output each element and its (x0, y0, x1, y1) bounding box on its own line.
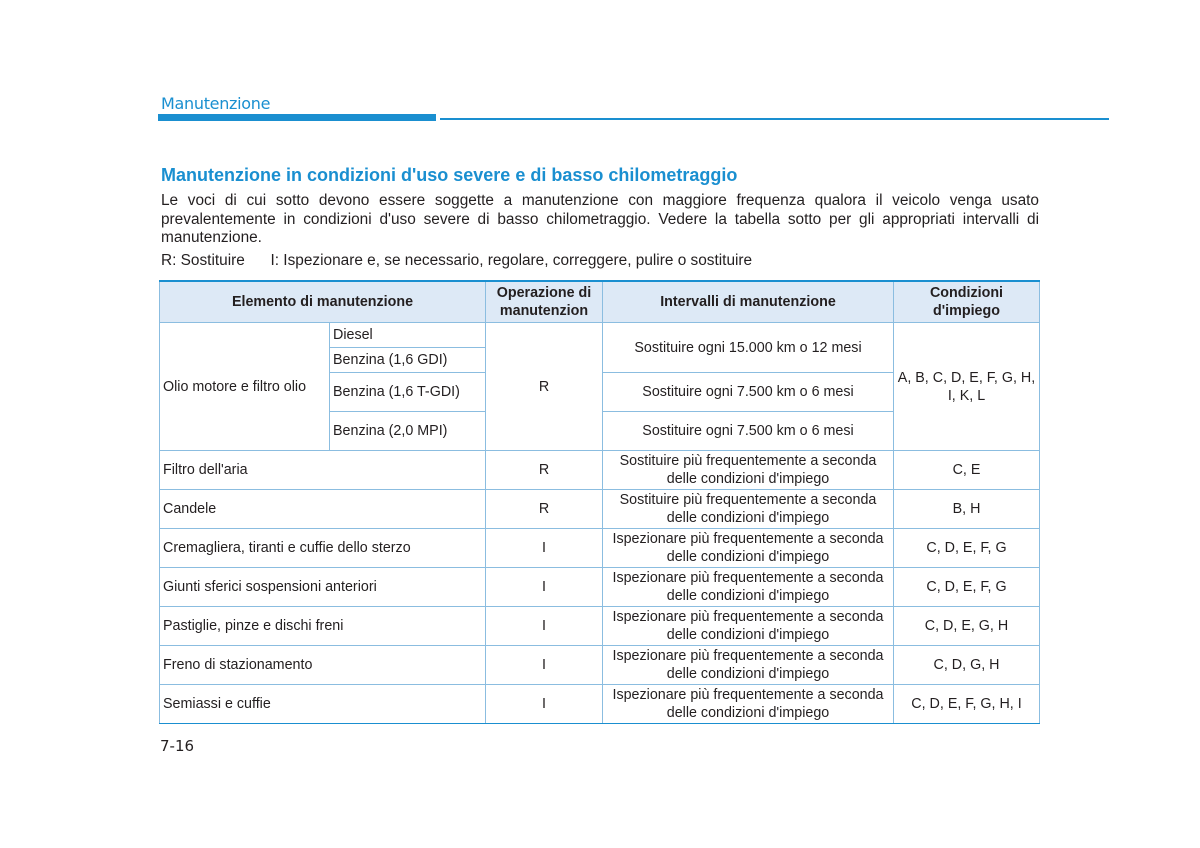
oil-conditions-cell: A, B, C, D, E, F, G, H, I, K, L (894, 323, 1040, 451)
item-cell: Giunti sferici sospensioni anteriori (160, 568, 486, 607)
item-cell: Candele (160, 490, 486, 529)
interval-cell: Sostituire più frequentemente a seconda delle condizioni d'impiego (603, 451, 894, 490)
interval-cell: Ispezionare più frequentemente a seconda delle condizioni d'impiego (603, 607, 894, 646)
section-title: Manutenzione in condizioni d'uso severe e di basso chilometraggio (161, 165, 738, 185)
oil-variant-cell: Diesel (330, 323, 486, 348)
table-row (160, 646, 1040, 685)
conditions-cell: C, D, E, F, G (894, 529, 1040, 568)
oil-variant-cell: Benzina (2,0 MPI) (330, 412, 486, 451)
table-row (160, 451, 1040, 490)
header-conditions: Condizioni d'impiego (894, 281, 1040, 323)
operation-cell: I (486, 646, 603, 685)
operation-cell: R (486, 451, 603, 490)
operation-legend: R: Sostituire I: Ispezionare e, se necessario, regolare, correggere, pulire o sostituire (161, 252, 753, 269)
chapter-title: Manutenzione (161, 94, 271, 113)
oil-interval-cell: Sostituire ogni 15.000 km o 12 mesi (603, 323, 894, 373)
item-cell: Freno di stazionamento (160, 646, 486, 685)
oil-interval-cell: Sostituire ogni 7.500 km o 6 mesi (603, 373, 894, 412)
conditions-cell: C, E (894, 451, 1040, 490)
header-operation: Operazione di manutenzion (486, 281, 603, 323)
table-header-row (160, 281, 1040, 323)
interval-cell: Sostituire più frequentemente a seconda delle condizioni d'impiego (603, 490, 894, 529)
chapter-accent-bar (158, 114, 436, 121)
operation-cell: I (486, 685, 603, 724)
table-row (160, 607, 1040, 646)
conditions-cell: C, D, E, F, G, H, I (894, 685, 1040, 724)
table-row (160, 529, 1040, 568)
item-cell: Pastiglie, pinze e dischi freni (160, 607, 486, 646)
operation-cell: I (486, 607, 603, 646)
maintenance-table (159, 280, 1040, 724)
table-row (160, 323, 1040, 348)
conditions-cell: B, H (894, 490, 1040, 529)
interval-cell: Ispezionare più frequentemente a seconda delle condizioni d'impiego (603, 685, 894, 724)
chapter-rule-line (440, 118, 1109, 120)
oil-operation-cell: R (486, 323, 603, 451)
interval-cell: Ispezionare più frequentemente a seconda delle condizioni d'impiego (603, 646, 894, 685)
section-intro: Le voci di cui sotto devono essere soggette a manutenzione con maggiore frequenza qualora il veicolo venga usato prevalentemente in condizioni d'uso severe di basso chilometraggio. Vedere la tabella sotto per gli appropriati intervalli di manutenzione. (161, 192, 1039, 246)
item-cell: Cremagliera, tiranti e cuffie dello sterzo (160, 529, 486, 568)
conditions-cell: C, D, E, F, G (894, 568, 1040, 607)
conditions-cell: C, D, G, H (894, 646, 1040, 685)
oil-interval-cell: Sostituire ogni 7.500 km o 6 mesi (603, 412, 894, 451)
oil-variant-cell: Benzina (1,6 T-GDI) (330, 373, 486, 412)
page-number: 7-16 (160, 737, 195, 755)
oil-variant-cell: Benzina (1,6 GDI) (330, 348, 486, 373)
operation-cell: R (486, 490, 603, 529)
table-row (160, 568, 1040, 607)
operation-cell: I (486, 568, 603, 607)
item-cell: Semiassi e cuffie (160, 685, 486, 724)
table-row (160, 490, 1040, 529)
table-row (160, 685, 1040, 724)
conditions-cell: C, D, E, G, H (894, 607, 1040, 646)
interval-cell: Ispezionare più frequentemente a seconda delle condizioni d'impiego (603, 529, 894, 568)
oil-item-cell: Olio motore e filtro olio (160, 323, 330, 451)
header-item: Elemento di manutenzione (160, 281, 486, 323)
operation-cell: I (486, 529, 603, 568)
header-interval: Intervalli di manutenzione (603, 281, 894, 323)
item-cell: Filtro dell'aria (160, 451, 486, 490)
interval-cell: Ispezionare più frequentemente a seconda delle condizioni d'impiego (603, 568, 894, 607)
